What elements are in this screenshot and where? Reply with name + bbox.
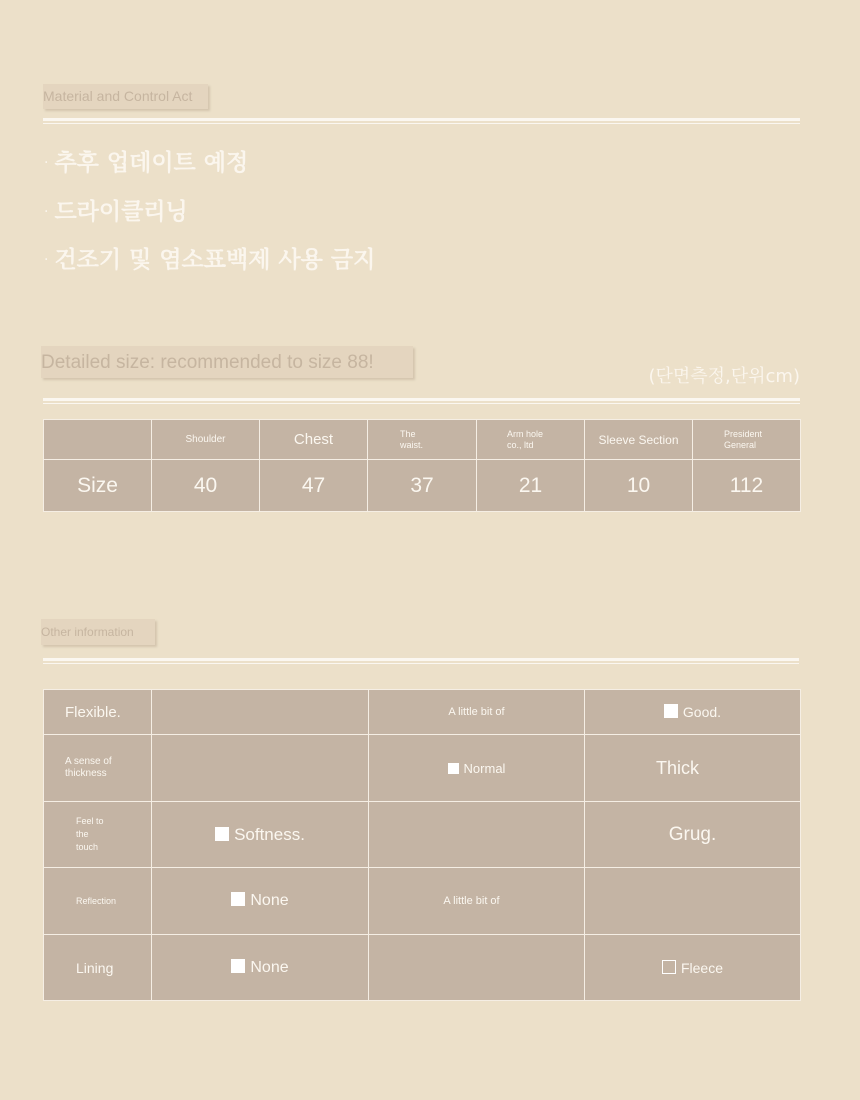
size-divider	[43, 398, 800, 404]
info-row-label: Flexible.	[44, 690, 152, 735]
care-item-text: 드라이클리닝	[54, 199, 188, 225]
checked-box-icon	[231, 892, 245, 906]
care-item-text: 추후 업데이트 예정	[54, 150, 249, 176]
info-cell: A little bit of	[369, 868, 585, 935]
size-value-armhole: 21	[477, 460, 585, 512]
checked-box-icon	[448, 763, 459, 774]
unit-note: (단면측정,단위cm)	[648, 366, 800, 387]
info-cell	[369, 802, 585, 868]
bullet-dot-icon: ·	[44, 252, 49, 268]
other-section-title: Other information	[41, 619, 155, 645]
info-cell-text: Fleece	[680, 959, 724, 976]
info-row-label: Feel to the touch	[44, 802, 152, 868]
size-header-row	[44, 420, 801, 460]
info-row	[44, 935, 801, 1001]
info-cell: Grug.	[585, 802, 801, 868]
other-divider	[43, 658, 799, 664]
size-value-total: 112	[693, 460, 801, 512]
info-cell-selected	[152, 868, 369, 935]
size-header-waist: The waist.	[368, 420, 477, 460]
info-cell	[585, 868, 801, 935]
bullet-dot-icon: ·	[44, 155, 49, 171]
size-table	[43, 419, 801, 512]
info-cell-selected	[152, 802, 369, 868]
info-cell	[152, 690, 369, 735]
size-value-sleeve: 10	[585, 460, 693, 512]
info-cell: A little bit of	[369, 690, 585, 735]
other-info-table	[43, 689, 801, 1001]
info-cell	[152, 735, 369, 802]
size-section-title: Detailed size: recommended to size 88!	[41, 346, 413, 378]
info-row	[44, 735, 801, 802]
size-header-shoulder: Shoulder	[152, 420, 260, 460]
size-value-row	[44, 460, 801, 512]
checked-box-icon	[215, 827, 229, 841]
material-divider	[43, 118, 800, 124]
info-cell: Thick	[585, 735, 801, 802]
care-item	[44, 193, 188, 226]
info-cell	[369, 935, 585, 1001]
info-cell-selected	[369, 735, 585, 802]
care-item	[44, 241, 375, 274]
info-cell-selected	[585, 690, 801, 735]
checked-box-icon	[231, 959, 245, 973]
size-header-corner	[44, 420, 152, 460]
info-cell-selected	[152, 935, 369, 1001]
size-header-armhole: Arm hole co., ltd	[477, 420, 585, 460]
info-row-label: Lining	[44, 935, 152, 1001]
size-header-total: President General	[693, 420, 801, 460]
info-cell-text: Softness.	[234, 824, 305, 844]
info-cell-text: None	[250, 892, 289, 909]
care-item	[44, 144, 248, 177]
info-row-label: Reflection	[44, 868, 152, 935]
unchecked-box-icon	[662, 960, 676, 974]
material-section-title: Material and Control Act	[43, 84, 208, 109]
info-cell-text: Normal	[463, 760, 506, 776]
checked-box-icon	[664, 704, 678, 718]
size-value-shoulder: 40	[152, 460, 260, 512]
info-row	[44, 868, 801, 935]
info-row	[44, 802, 801, 868]
info-cell-text: Good.	[682, 704, 722, 720]
size-value-waist: 37	[368, 460, 477, 512]
size-row-label: Size	[44, 460, 152, 512]
care-item-text: 건조기 및 염소표백제 사용 금지	[54, 247, 376, 273]
bullet-dot-icon: ·	[44, 204, 49, 220]
info-row	[44, 690, 801, 735]
info-cell-text: None	[250, 958, 289, 976]
info-row-label: A sense of thickness	[44, 735, 152, 802]
info-cell	[585, 935, 801, 1001]
size-value-chest: 47	[260, 460, 368, 512]
size-header-chest: Chest	[260, 420, 368, 460]
size-header-sleeve: Sleeve Section	[585, 420, 693, 460]
